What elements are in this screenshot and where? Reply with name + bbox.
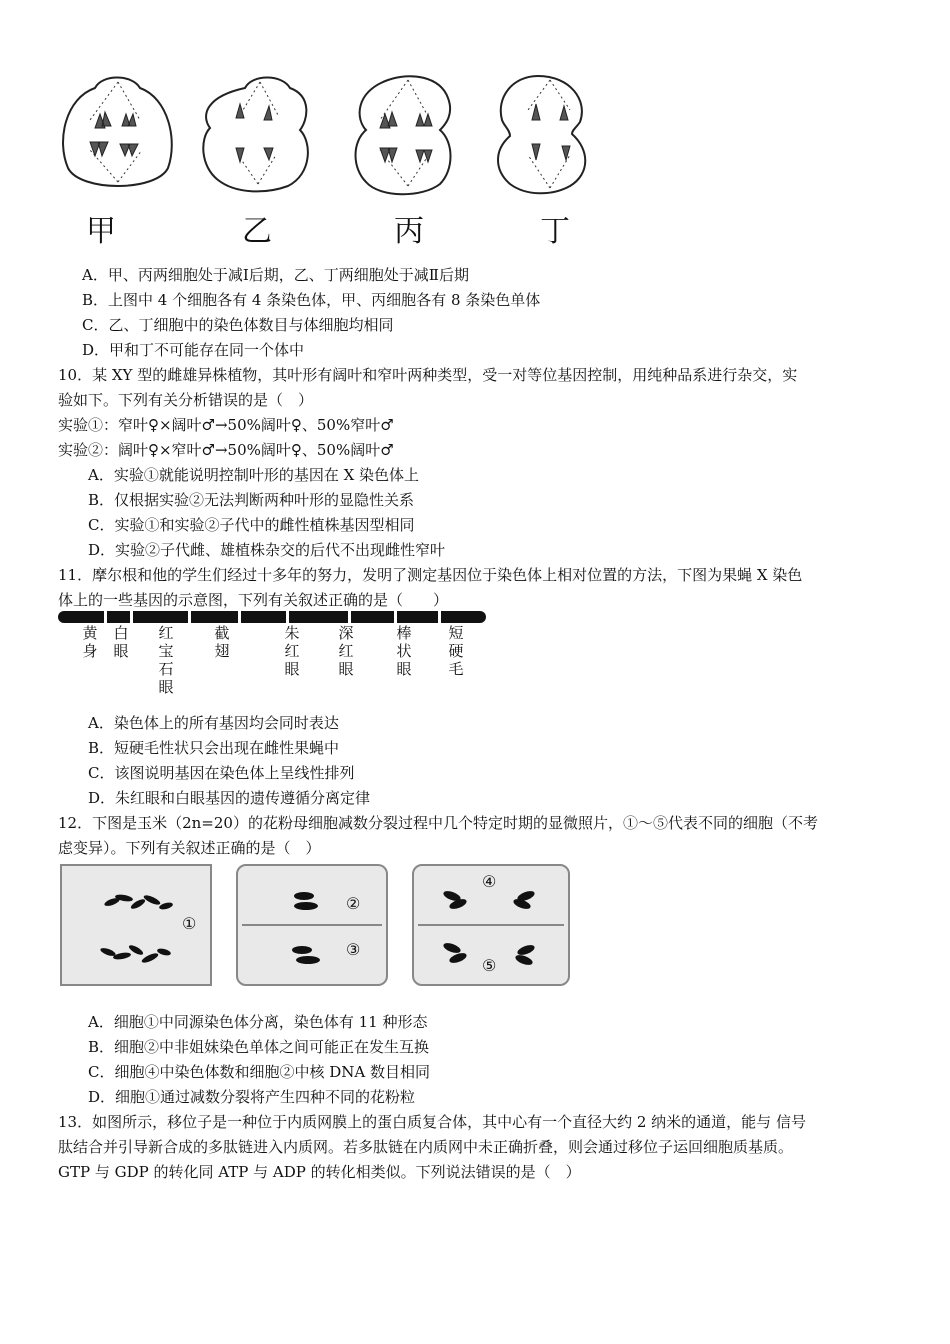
cell-label-yi: 乙 <box>242 214 272 249</box>
q10-option-a: A．实验①就能说明控制叶形的基因在 X 染色体上 <box>88 466 420 484</box>
cell-mark-3: ③ <box>346 940 361 959</box>
cell-label-jia: 甲 <box>86 214 116 249</box>
q11-stem-line2: 体上的一些基因的示意图，下列有关叙述正确的是（ ） <box>58 591 449 609</box>
q11-option-c: C．该图说明基因在染色体上呈线性排列 <box>88 764 355 782</box>
q10-stem-line2: 验如下。下列有关分析错误的是（ ） <box>58 391 314 409</box>
cell-label-bing: 丙 <box>394 214 424 249</box>
q9-option-d: D．甲和丁不可能存在同一个体中 <box>82 341 305 359</box>
cell-jia-outline <box>63 78 172 187</box>
gene-label-bar-eye: 棒 状 眼 <box>396 624 412 678</box>
cell-bing-outline <box>356 76 451 194</box>
q9-option-b: B．上图中 4 个细胞各有 4 条染色体，甲、丙细胞各有 8 条染色单体 <box>82 291 541 309</box>
cell-mark-1: ① <box>182 914 197 933</box>
q10-option-c: C．实验①和实验②子代中的雌性植株基因型相同 <box>88 516 415 534</box>
micrograph-cells-2-3 <box>236 864 388 986</box>
cell-label-ding: 丁 <box>540 214 570 249</box>
q12-option-c: C．细胞④中染色体数和细胞②中核 DNA 数目相同 <box>88 1063 430 1081</box>
gene-label-short-bristle: 短 硬 毛 <box>448 624 464 678</box>
cell-ding-outline <box>498 76 585 193</box>
q12-option-b: B．细胞②中非姐妹染色单体之间可能正在发生互换 <box>88 1038 430 1056</box>
q9-option-c: C．乙、丁细胞中的染色体数目与体细胞均相同 <box>82 316 394 334</box>
q10-experiment-2: 实验②：阔叶♀×窄叶♂→50%阔叶♀、50%阔叶♂ <box>58 441 394 459</box>
gene-label-ruby-eye: 红 宝 石 眼 <box>158 624 174 696</box>
q13-stem-line2: 肽结合并引导新合成的多肽链进入内质网。若多肽链在内质网中未正确折叠，则会通过移位子运回细胞质基质。 <box>58 1138 794 1156</box>
gene-label-carmine-eye: 深 红 眼 <box>338 624 354 678</box>
q10-option-b: B．仅根据实验②无法判断两种叶形的显隐性关系 <box>88 491 415 509</box>
micrograph-cell-1 <box>60 864 212 986</box>
q12-option-d: D．细胞①通过减数分裂将产生四种不同的花粉粒 <box>88 1088 416 1106</box>
q11-option-d: D．朱红眼和白眼基因的遗传遵循分离定律 <box>88 789 371 807</box>
q11-option-a: A．染色体上的所有基因均会同时表达 <box>88 714 339 732</box>
q12-option-a: A．细胞①中同源染色体分离，染色体有 11 种形态 <box>88 1013 428 1031</box>
q13-stem-line1: 13．如图所示，移位子是一种位于内质网膜上的蛋白质复合体，其中心有一个直径大约 2 纳米的通道，能与 信号 <box>58 1113 806 1131</box>
x-chromosome-diagram <box>58 609 488 625</box>
micrograph-cells-4-5 <box>412 864 570 986</box>
q9-option-a: A．甲、丙两细胞处于减Ⅰ后期，乙、丁两细胞处于减Ⅱ后期 <box>82 266 469 284</box>
cell-mark-4: ④ <box>482 872 497 891</box>
q10-experiment-1: 实验①：窄叶♀×阔叶♂→50%阔叶♀、50%窄叶♂ <box>58 416 394 434</box>
q12-stem-line2: 虑变异）。下列有关叙述正确的是（ ） <box>58 839 321 857</box>
gene-label-vermilion-eye: 朱 红 眼 <box>284 624 300 678</box>
q12-stem-line1: 12．下图是玉米（2n=20）的花粉母细胞减数分裂过程中几个特定时期的显微照片，①～⑤代表不同的细胞（不考 <box>58 814 818 832</box>
gene-label-white-eye: 白 眼 <box>113 624 129 660</box>
q11-option-b: B．短硬毛性状只会出现在雌性果蝇中 <box>88 739 340 757</box>
cell-mark-5: ⑤ <box>482 956 497 975</box>
q13-stem-line3: GTP 与 GDP 的转化同 ATP 与 ADP 的转化相类似。下列说法错误的是（ ） <box>58 1163 581 1181</box>
gene-label-cut-wing: 截 翅 <box>214 624 230 660</box>
q11-stem-line1: 11．摩尔根和他的学生们经过十多年的努力，发明了测定基因位于染色体上相对位置的方法，下图为果蝇 X 染色 <box>58 566 803 584</box>
q10-stem-line1: 10．某 XY 型的雌雄异株植物，其叶形有阔叶和窄叶两种类型，受一对等位基因控制，用纯种品系进行杂交，实 <box>58 366 798 384</box>
gene-label-yellow-body: 黄 身 <box>82 624 98 660</box>
cell-mark-2: ② <box>346 894 361 913</box>
q10-option-d: D．实验②子代雌、雄植株杂交的后代不出现雌性窄叶 <box>88 541 446 559</box>
chromosomes-cells-2-3 <box>238 866 386 984</box>
cell-division-figure <box>50 70 630 200</box>
cell-yi-outline <box>203 78 308 192</box>
